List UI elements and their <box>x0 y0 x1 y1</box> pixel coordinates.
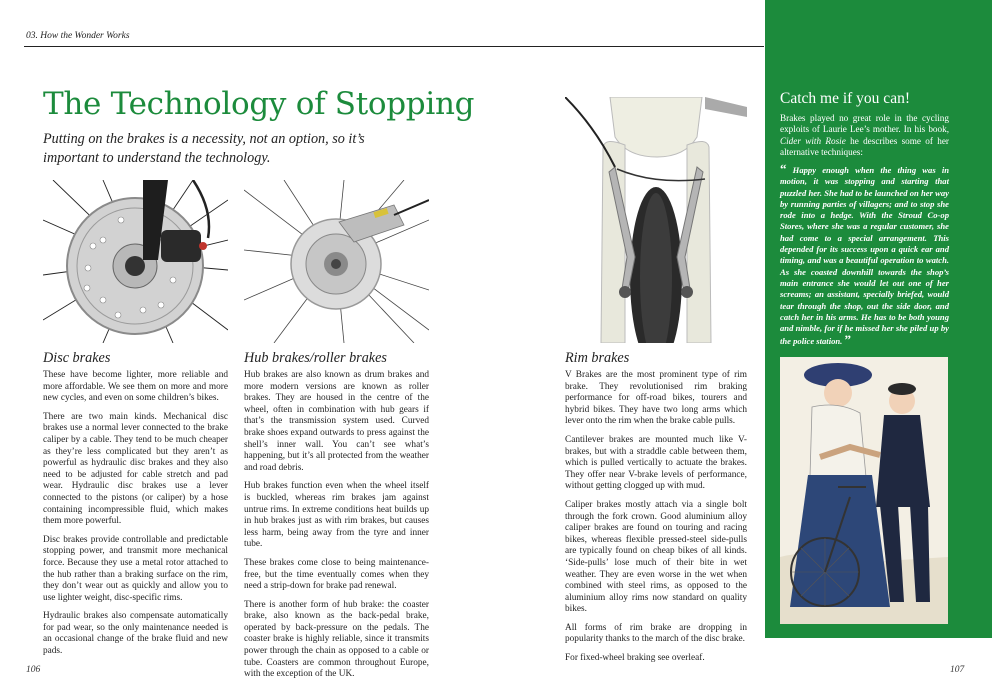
sidebar-intro <box>780 113 949 159</box>
header-rule <box>24 46 764 47</box>
rim-brakes-heading: Rim brakes <box>565 350 630 366</box>
book-title: Cider with Rosie <box>780 135 846 146</box>
cycling-couple-illustration <box>780 357 948 624</box>
paragraph: There are two main kinds. Mechanical disc brakes use a normal lever connected to the brake caliper by a cable. They tend to be much cheaper as they’re less complicated but they aren’t as powerful as hydraulic disc brakes and they also need to be adjusted for cable stretch and pad wear. Hydraulic disc brakes use a lever connected to the pistons (or caliper) by a hose containing incompressible fluid, which makes them more powerful. <box>43 411 228 527</box>
quote-text: Happy enough when the thing was in motion, it was stopping and starting that puzzled her. She had to be launched on her way by running parties of villagers; and to stop she rode into a hedge. With the Stroud Co-op Stores, where she was a regular customer, she had come to a special arrangement. This depended for its success upon a quick ear and timing, and was a beautiful operation to watch. As she coasted downhill towards the shop’s main entrance she would let out one of her screams; an assistant, specially briefed, would tear through the shop, out the side door, and catch her in his arms. He has to be both young and nimble, for if he missed her she piled up by the police station. <box>780 165 949 347</box>
paragraph: Disc brakes provide controllable and predictable stopping power, and transmit more mechanical force. Because they use a metal rotor attached to the hub rather than a braking surface on the rim, they don’t wear out as quickly and allow you to use lighter weight, disc-specific rims. <box>43 534 228 603</box>
disc-brakes-heading: Disc brakes <box>43 350 111 366</box>
paragraph: Cantilever brakes are mounted much like V-brakes, but with a straddle cable between them, which is pulled vertically to actuate the brakes. They offer near V-brake levels of performance, without getting clogged up with mud. <box>565 434 747 492</box>
paragraph: Hub brakes are also known as drum brakes and more modern versions are known as roller brakes. They are housed in the centre of the wheel, often in combination with hub gears if that’s the transmission system used. Curved brake shoes expand outwards to press against the shell’s inner wall. You can’t see what’s happening, but it’s all protected from the weather and road debris. <box>244 370 429 473</box>
hub-brakes-heading: Hub brakes/roller brakes <box>244 350 387 366</box>
page-title: The Technology of Stopping <box>43 86 475 122</box>
paragraph: These have become lighter, more reliable and more affordable. We see them on more and more new cycles, and even on some children’s bikes. <box>43 370 228 404</box>
page-number-left: 106 <box>26 665 41 675</box>
intro-text: he describes some of her alternative techniques: <box>780 135 949 158</box>
paragraph: Hydraulic brakes also compensate automatically for pad wear, so the only maintenance needed is an occasional change of the brake fluid and new pads. <box>43 611 228 657</box>
hub-brakes-text <box>244 370 429 688</box>
rim-brakes-text <box>565 370 747 672</box>
disc-brake-photo <box>43 180 228 343</box>
disc-brakes-text <box>43 370 228 665</box>
open-quote-mark: “ <box>780 161 787 176</box>
page-subtitle: Putting on the brakes is a necessity, not an option, so it’s important to understand the technology. <box>43 131 365 166</box>
close-quote-mark: ” <box>844 332 851 348</box>
paragraph: There is another form of hub brake: the coaster brake, also known as the back-pedal brake, operated by back-pressure on the pedals. The coaster brake is highly reliable, since it transmits power through the chain as opposed to a cable or tube. Coasters are common throughout Europe, with the exception of the UK. <box>244 599 429 680</box>
paragraph: These brakes come close to being maintenance-free, but the time eventually comes when they need a strip-down for brake pad renewal. <box>244 557 429 592</box>
paragraph: For fixed-wheel braking see overleaf. <box>565 653 705 664</box>
hub-brake-photo <box>244 180 429 343</box>
paragraph: All forms of rim brake are dropping in popularity thanks to the march of the disc brake. <box>565 622 747 645</box>
sidebar-title: Catch me if you can! <box>780 90 910 107</box>
paragraph: Hub brakes function even when the wheel itself is buckled, whereas rim brakes jam against untrue rims. In extreme conditions heat builds up in hub brakes just as with rim brakes, but causes less harm, being away from the tyre and inner tube. <box>244 481 429 550</box>
chapter-header: 03. How the Wonder Works <box>26 31 130 41</box>
page-number-right: 107 <box>950 665 965 675</box>
paragraph: V Brakes are the most prominent type of rim brake. They revolutionised rim braking performance for off-road bikes, tourers and hybrid bikes. They have two long arms which lever onto the rim when the brake cable pulls. <box>565 370 747 427</box>
rim-brake-photo <box>565 97 747 343</box>
intro-text: Brakes played no great role in the cycling exploits of Laurie Lee’s mother. In his book, <box>780 113 949 135</box>
sidebar-quote <box>780 163 949 348</box>
paragraph: Caliper brakes mostly attach via a single bolt through the fork crown. Good aluminium alloy caliper brakes are found on touring and racing bikes, whereas flexible pressed-steel side-pulls are typically found on cheap bikes of all kinds. ‘Side-pulls’ lose much of their bite in wet weather. They are even worse in the wet when combined with steel rims, as opposed to the aluminium alloy rims now standard on quality bikes. <box>565 499 747 615</box>
